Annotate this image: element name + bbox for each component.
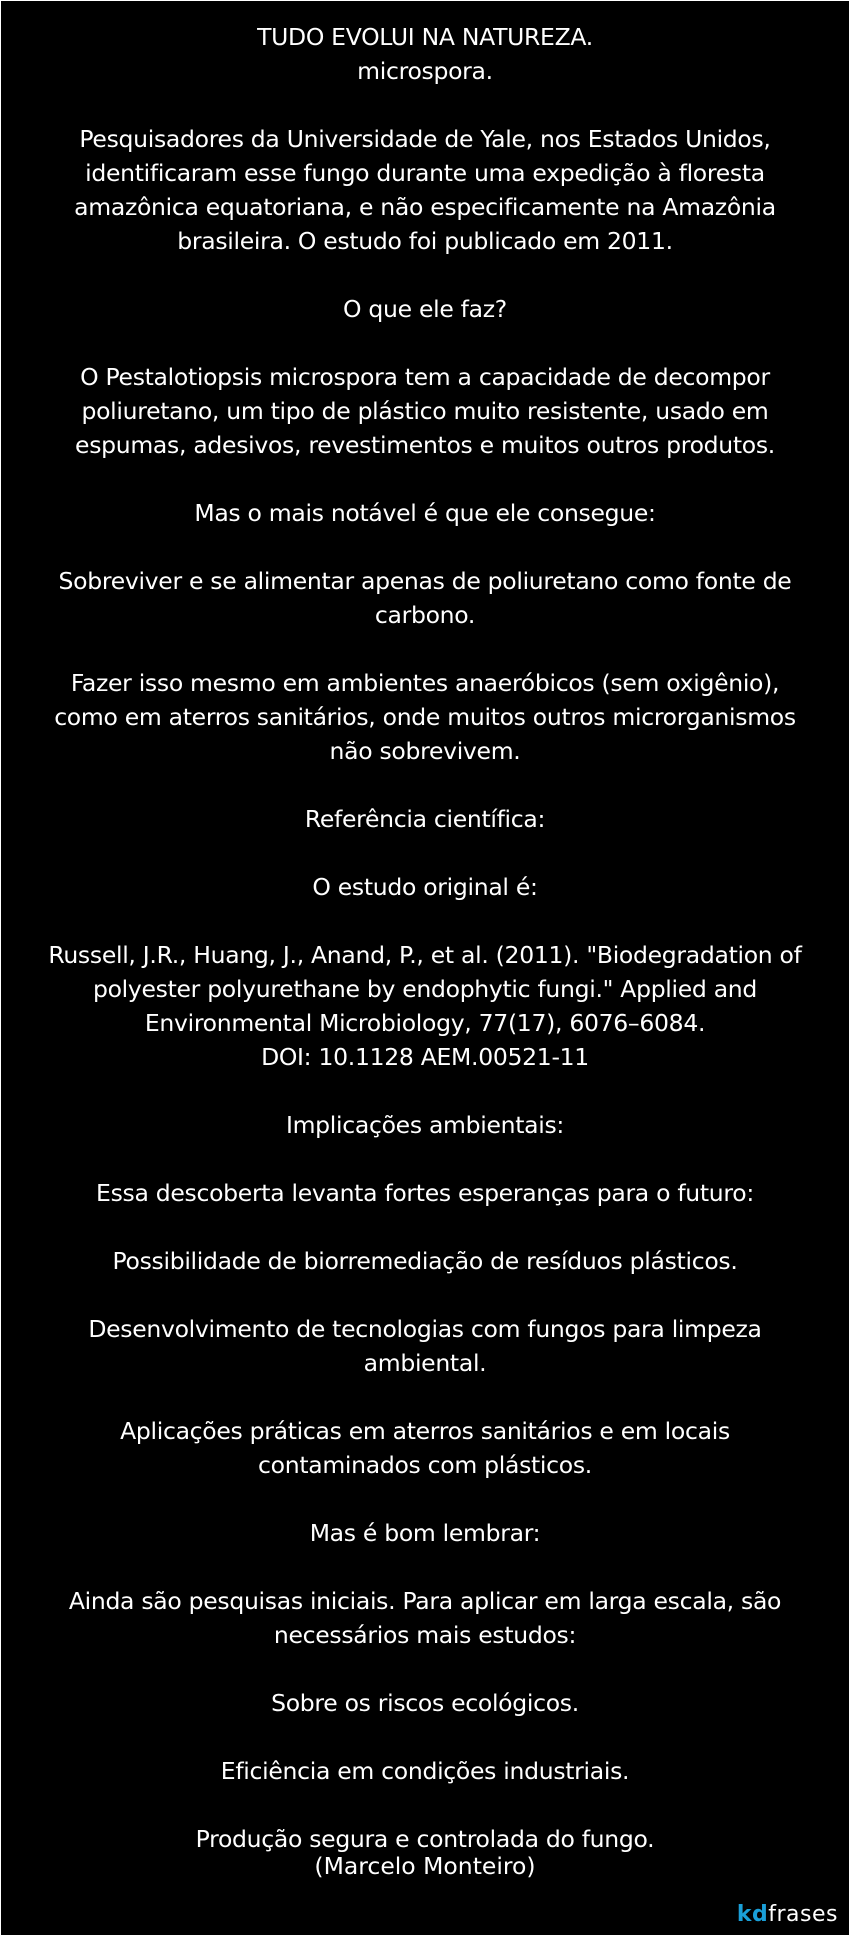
quote-author: (Marcelo Monteiro) — [314, 1852, 536, 1880]
quote-line: Sobreviver e se alimentar apenas de poliuretano como fonte de carbono. — [58, 567, 792, 629]
quote-line: DOI: 10.1128 AEM.00521-11 — [261, 1043, 589, 1071]
quote-line: microspora. — [357, 57, 493, 85]
blank-line — [40, 462, 810, 496]
quote-line: O estudo original é: — [312, 873, 538, 901]
blank-line — [40, 530, 810, 564]
blank-line — [40, 1720, 810, 1754]
kdfrases-logo[interactable] — [737, 1902, 838, 1928]
blank-line — [40, 258, 810, 292]
blank-line — [40, 1210, 810, 1244]
blank-line — [40, 1788, 810, 1822]
blank-line — [40, 632, 810, 666]
blank-line — [40, 326, 810, 360]
logo-frases: frases — [768, 1902, 838, 1927]
quote-line: Ainda são pesquisas iniciais. Para aplicar em larga escala, são necessários mais estudos: — [68, 1587, 782, 1649]
quote-line: Sobre os riscos ecológicos. — [271, 1689, 579, 1717]
quote-text — [40, 20, 810, 1856]
quote-line: Pesquisadores da Universidade de Yale, nos Estados Unidos, identificaram esse fungo durante uma expedição à floresta amazônica equatoriana, e não especificamente na Amazônia brasileira. O estudo foi publicado em 2011. — [74, 125, 776, 255]
quote-line: Russell, J.R., Huang, J., Anand, P., et al. (2011). "Biodegradation of polyester polyurethane by endophytic fungi." Applied and Environmental Microbiology, 77(17), 6076–6084. — [48, 941, 802, 1037]
quote-line: Mas o mais notável é que ele consegue: — [194, 499, 656, 527]
quote-line: Referência científica: — [304, 805, 546, 833]
blank-line — [40, 1074, 810, 1108]
quote-line: Mas é bom lembrar: — [309, 1519, 541, 1547]
quote-line: Aplicações práticas em aterros sanitários e em locais contaminados com plásticos. — [120, 1417, 730, 1479]
quote-line: O que ele faz? — [343, 295, 507, 323]
quote-line: Eficiência em condições industriais. — [220, 1757, 630, 1785]
logo-kd: kd — [736, 1902, 769, 1927]
quote-line: O Pestalotiopsis microspora tem a capacidade de decompor poliuretano, um tipo de plástico muito resistente, usado em espumas, adesivos, revestimentos e muitos outros produtos. — [75, 363, 775, 459]
blank-line — [40, 1278, 810, 1312]
quote-line: Possibilidade de biorremediação de resíduos plásticos. — [112, 1247, 738, 1275]
blank-line — [40, 904, 810, 938]
blank-line — [40, 1652, 810, 1686]
blank-line — [40, 88, 810, 122]
quote-line: Implicações ambientais: — [285, 1111, 565, 1139]
blank-line — [40, 836, 810, 870]
blank-line — [40, 1380, 810, 1414]
blank-line — [40, 1482, 810, 1516]
blank-line — [40, 1142, 810, 1176]
blank-line — [40, 768, 810, 802]
quote-line: Desenvolvimento de tecnologias com fungos para limpeza ambiental. — [88, 1315, 762, 1377]
quote-line: Produção segura e controlada do fungo. — [195, 1825, 655, 1853]
quote-line: TUDO EVOLUI NA NATUREZA. — [257, 23, 593, 51]
quote-line: Essa descoberta levanta fortes esperanças para o futuro: — [96, 1179, 754, 1207]
quote-line: Fazer isso mesmo em ambientes anaeróbicos (sem oxigênio), como em aterros sanitários, onde muitos outros microrganismos não sobrevivem. — [54, 669, 796, 765]
blank-line — [40, 1550, 810, 1584]
